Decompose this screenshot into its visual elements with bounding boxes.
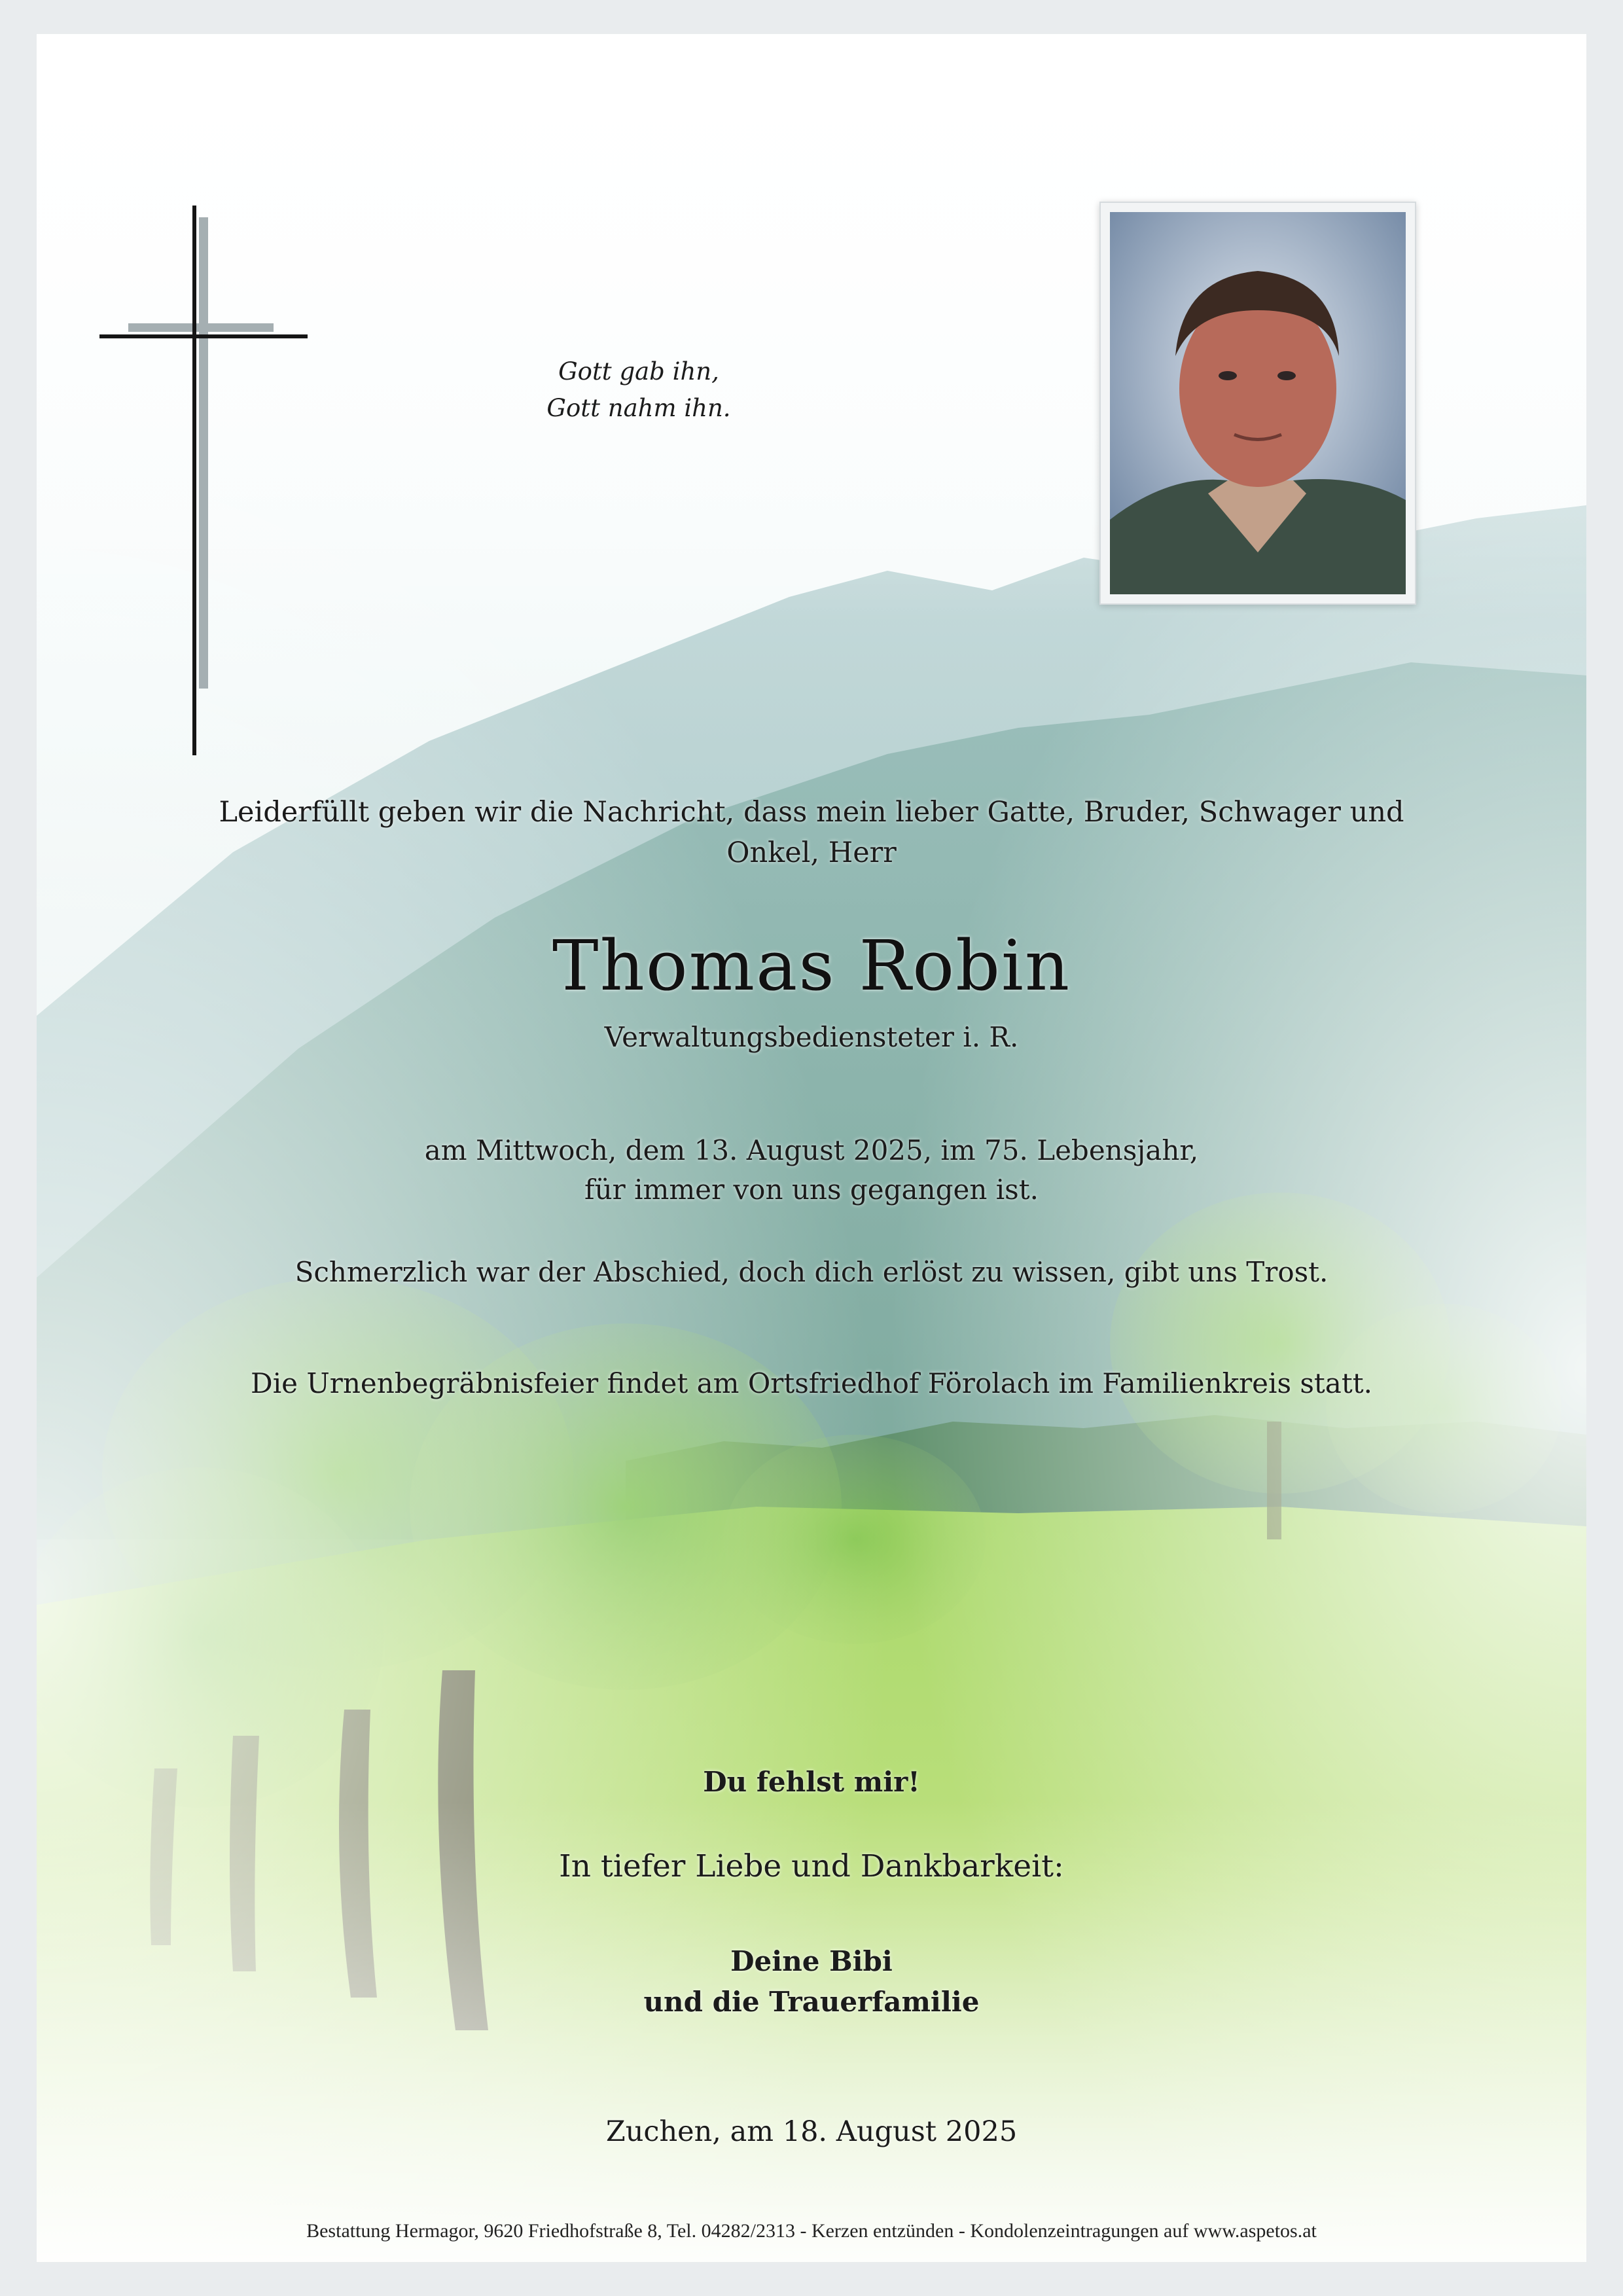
death-notice [37, 1131, 1586, 1210]
mourners [37, 1941, 1586, 2022]
cross-icon [192, 206, 196, 755]
miss-you-text: Du fehlst mir! [703, 1766, 920, 1798]
portrait-photo [1099, 202, 1416, 605]
announcement [37, 792, 1586, 873]
place-date: Zuchen, am 18. August 2025 [605, 2115, 1018, 2148]
cross-shadow-bar [128, 323, 274, 332]
motto-line-2: Gott nahm ihn. [546, 394, 731, 422]
death-notice-line-2: für immer von uns gegangen ist. [584, 1174, 1039, 1206]
comfort-text: Schmerzlich war der Abschied, doch dich erlöst zu wissen, gibt uns Trost. [294, 1256, 1329, 1288]
motto-line-1: Gott gab ihn, [558, 357, 719, 386]
mourners-line-1: Deine Bibi [730, 1945, 893, 1977]
announcement-line-2: Onkel, Herr [726, 836, 897, 869]
obituary-card [37, 34, 1586, 2262]
funeral-home-footer: Bestattung Hermagor, 9620 Friedhofstraße 8, Tel. 04282/2313 - Kerzen entzünden - Kondolenzeintragungen auf www.aspetos.at [306, 2220, 1317, 2242]
funeral-info: Die Urnenbegräbnisfeier findet am Ortsfriedhof Förolach im Familienkreis statt. [251, 1367, 1372, 1399]
mourners-line-2: und die Trauerfamilie [643, 1986, 980, 2018]
portrait-image [1110, 212, 1406, 594]
death-notice-line-1: am Mittwoch, dem 13. August 2025, im 75. Lebensjahr, [424, 1134, 1199, 1166]
announcement-line-1: Leiderfüllt geben wir die Nachricht, dass mein lieber Gatte, Bruder, Schwager und [219, 796, 1404, 829]
cross-bar [99, 334, 308, 338]
motto [442, 353, 835, 427]
closing-line: In tiefer Liebe und Dankbarkeit: [559, 1848, 1064, 1884]
deceased-name: Thomas Robin [552, 925, 1071, 1006]
deceased-profession: Verwaltungsbediensteter i. R. [604, 1021, 1019, 1053]
cross-shadow-icon [199, 217, 208, 689]
